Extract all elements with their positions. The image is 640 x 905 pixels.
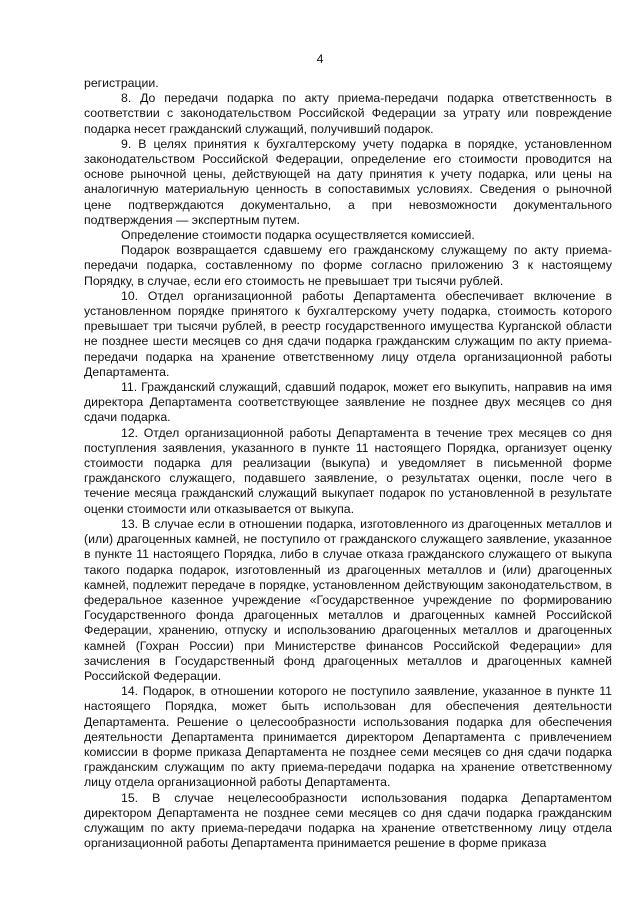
document-page xyxy=(84,50,612,851)
document-body xyxy=(84,76,612,851)
paragraph-15: 15. В случае нецелесообразности использования подарка Департаментом директором Департамента не позднее семи месяцев со дня сдачи подарка гражданским служащим по акту приема-передачи подарка на хранение ответственному лицу отдела организационной работы Департамента принимается решение в форме приказа xyxy=(84,790,612,851)
paragraph-12: 12. Отдел организационной работы Департамента в течение трех месяцев со дня поступления заявления, указанного в пункте 11 настоящего Порядка, организует оценку стоимости подарка для реализации (выкупа) и уведомляет в письменной форме гражданского служащего, подавшего заявление, о результатах оценки, после чего в течение месяца гражданский служащий выкупает подарок по установленной в результате оценки стоимости или отказывается от выкупа. xyxy=(84,425,612,516)
paragraph-13: 13. В случае если в отношении подарка, изготовленного из драгоценных металлов и (или) драгоценных камней, не поступило от гражданского служащего заявление, указанное в пункте 11 настоящего Порядка, либо в случае отказа гражданского служащего от выкупа такого подарка подарок, изготовленный из драгоценных металлов и (или) драгоценных камней, подлежит передаче в порядке, установленном действующим законодательством, в федеральное казенное учреждение «Государственное учреждение по формированию Государственного фонда драгоценных металлов и драгоценных камней Российской Федерации, хранению, отпуску и использованию драгоценных металлов и драгоценных камней (Гохран России) при Министерстве финансов Российской Федерации» для зачисления в Государственный фонд драгоценных металлов и драгоценных камней Российской Федерации. xyxy=(84,516,612,683)
paragraph-14: 14. Подарок, в отношении которого не поступило заявление, указанное в пункте 11 настоящего Порядка, может быть использован для обеспечения деятельности Департамента. Решение о целесообразности использования подарка для обеспечения деятельности Департамента принимается директором Департамента с привлечением комиссии в форме приказа Департамента не позднее семи месяцев со дня сдачи подарка гражданским служащим по акту приема-передачи подарка на хранение ответственному лицу отдела организационной работы Департамента. xyxy=(84,684,612,790)
paragraph-8: 8. До передачи подарка по акту приема-передачи подарка ответственность в соответствии с законодательством Российской Федерации за утрату или повреждение подарка несет гражданский служащий, получивший подарок. xyxy=(84,91,612,136)
page-number: 4 xyxy=(316,52,324,66)
paragraph-10: 10. Отдел организационной работы Департамента обеспечивает включение в установленном порядке принятого к бухгалтерскому учету подарка, стоимость которого превышает три тысячи рублей, в реестр государственного имущества Курганской области не позднее шести месяцев со дня сдачи подарка гражданским служащим по акту приема-передачи подарка на хранение ответственному лицу отдела организационной работы Департамента. xyxy=(84,288,612,379)
paragraph-9: 9. В целях принятия к бухгалтерскому учету подарка в порядке, установленном законодательством Российской Федерации, определение его стоимости проводится на основе рыночной цены, действующей на дату принятия к учету подарка, или цены на аналогичную материальную ценность в сопоставимых условиях. Сведения о рыночной цене подтверждаются документально, а при невозможности документального подтверждения — экспертным путем. xyxy=(84,136,612,227)
paragraph-11: 11. Гражданский служащий, сдавший подарок, может его выкупить, направив на имя директора Департамента соответствующее заявление не позднее двух месяцев со дня сдачи подарка. xyxy=(84,380,612,425)
paragraph-continuation: регистрации. xyxy=(84,76,159,90)
paragraph-return: Подарок возвращается сдавшему его гражданскому служащему по акту приема-передачи подарка, составленному по форме согласно приложению 3 к настоящему Порядку, в случае, если его стоимость не превышает три тысячи рублей. xyxy=(84,243,612,288)
paragraph-commission: Определение стоимости подарка осуществляется комиссией. xyxy=(121,228,475,243)
